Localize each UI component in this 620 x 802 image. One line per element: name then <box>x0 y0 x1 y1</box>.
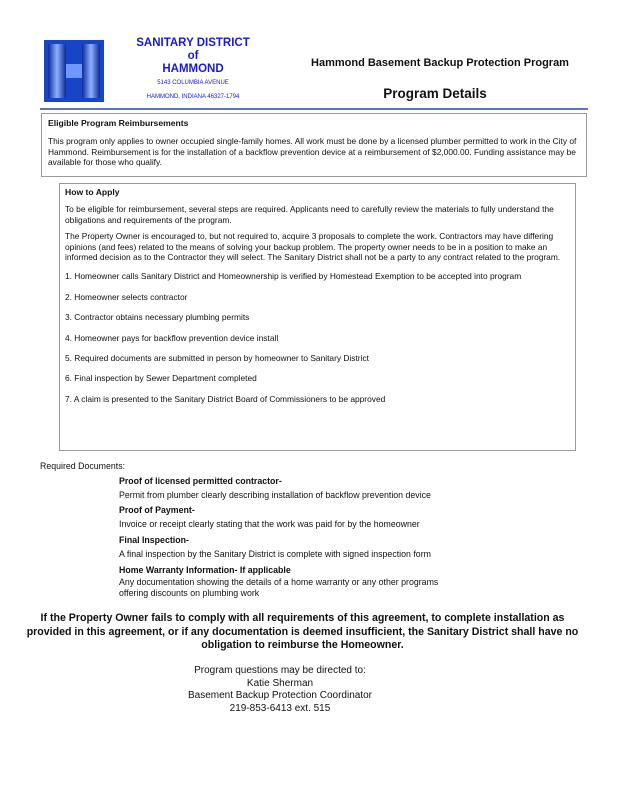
step-item: 4. Homeowner pays for backflow prevention device install <box>65 332 279 343</box>
eligible-reimbursements-box <box>41 113 587 177</box>
required-doc-item <box>119 565 459 599</box>
contact-role: Basement Backup Protection Coordinator <box>188 690 372 701</box>
compliance-warning: If the Property Owner fails to comply with all requirements of this agreement, to complete installation as provided in this agreement, or if any documentation is deemed insufficient, the Sanitary District shall have no obligation to reimburse the Homeowner. <box>26 612 579 651</box>
contact-block <box>120 665 440 715</box>
org-name-line1: SANITARY DISTRICT <box>136 37 250 49</box>
required-doc-title: Proof of Payment- <box>119 505 195 515</box>
step-item: 5. Required documents are submitted in person by homeowner to Sanitary District <box>65 353 369 364</box>
how-to-apply-heading: How to Apply <box>65 187 120 197</box>
org-address: 5143 COLUMBIA AVENUE <box>157 80 229 86</box>
required-documents-label: Required Documents: <box>40 461 126 471</box>
eligible-heading: Eligible Program Reimbursements <box>48 118 189 128</box>
contact-phone[interactable]: 219-853-6413 ext. 515 <box>229 702 331 714</box>
step-item: 3. Contractor obtains necessary plumbing permits <box>65 312 250 323</box>
step-item: 7. A claim is presented to the Sanitary District Board of Commissioners to be approved <box>65 393 386 404</box>
org-city: HAMMOND, INDIANA 46327-1794 <box>146 94 240 100</box>
required-doc-item <box>119 535 549 560</box>
how-to-apply-box <box>59 183 576 451</box>
required-doc-desc: A final inspection by the Sanitary District is complete with signed inspection form <box>119 549 431 559</box>
required-doc-title: Home Warranty Information- If applicable <box>119 565 291 575</box>
required-doc-desc: Permit from plumber clearly describing installation of backflow prevention device <box>119 490 431 500</box>
header-divider <box>40 108 588 110</box>
organization-header <box>118 37 268 102</box>
contact-intro: Program questions may be directed to: <box>194 665 366 676</box>
district-logo <box>44 40 104 102</box>
required-doc-title: Final Inspection- <box>119 535 189 545</box>
required-doc-title: Proof of licensed permitted contractor- <box>119 476 282 486</box>
step-item: 6. Final inspection by Sewer Department completed <box>65 373 257 384</box>
page-title: Program Details <box>383 86 487 101</box>
org-name-line3: HAMMOND <box>162 63 224 75</box>
required-doc-item <box>119 476 549 501</box>
eligible-text: This program only applies to owner occupied single-family homes. All work must be done by a licensed plumber permitted to work in the City of Hammond. Reimbursement is for the installation of a backflow prevention device at a reimbursement of $2,000.00. Funding assistance may be available for those who qualify. <box>48 136 577 168</box>
how-to-apply-para1: To be eligible for reimbursement, several steps are required. Applicants need to carefully review the materials to fully understand the obligations and requirements of the program. <box>65 204 554 225</box>
required-doc-desc: Any documentation showing the details of a home warranty or any other programs offering discounts on plumbing work <box>119 577 439 598</box>
org-name-line2: of <box>187 50 199 62</box>
step-item: 2. Homeowner selects contractor <box>65 291 188 302</box>
how-to-apply-para2: The Property Owner is encouraged to, but not required to, acquire 3 proposals to complete the work. Contractors may have differing opinions (and fees) related to the means of solving your backup problem. The property owner needs to be in a position to make an informed decision as to the Contractor they will select. The Sanitary District shall not be a party to any contract related to the program. <box>65 231 561 263</box>
required-doc-desc: Invoice or receipt clearly stating that the work was paid for by the homeowner <box>119 519 420 529</box>
contact-name: Katie Sherman <box>246 677 314 689</box>
program-title: Hammond Basement Backup Protection Program <box>311 57 569 69</box>
required-doc-item <box>119 505 549 530</box>
step-item: 1. Homeowner calls Sanitary District and Homeownership is verified by Homestead Exemption to be accepted into program <box>65 271 522 282</box>
